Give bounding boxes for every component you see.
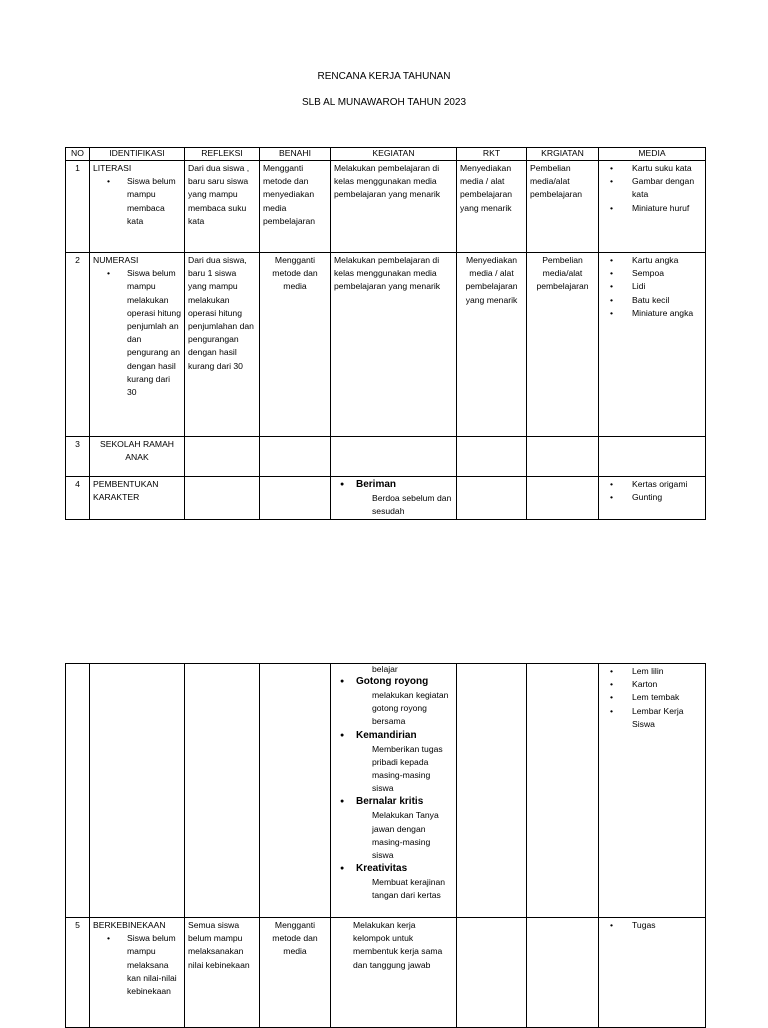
plan-table-continued (65, 663, 706, 1028)
media-item: • Gunting (606, 491, 702, 504)
row-benahi: Mengganti metode dan media (260, 918, 331, 1028)
kegiatan-heading: ● Kreativitas (334, 862, 453, 876)
row-krgiatan: Pembelian media/alat pembelajaran (527, 161, 599, 253)
row-refleksi: Semua siswa belum mampu melaksanakan nilai kebinekaan (185, 918, 260, 1028)
media-item: • Lem tembak (606, 691, 702, 704)
col-header-no: NO (66, 148, 90, 161)
empty-cell (457, 918, 527, 1028)
row-kegiatan (331, 664, 457, 918)
empty-cell (260, 477, 331, 520)
row-identifikasi (90, 918, 185, 1028)
row-kegiatan: Melakukan kerja kelompok untuk membentuk kerja sama dan tanggung jawab (331, 918, 457, 1028)
empty-cell (185, 664, 260, 918)
media-item: • Lem lilin (606, 665, 702, 678)
row-refleksi: Dari dua siswa, baru 1 siswa yang mampu melakukan operasi hitung penjumlahan dan pengurangan dengan hasil kurang dari 30 (185, 253, 260, 437)
table-row (66, 437, 706, 477)
table-row (66, 918, 706, 1028)
row-media (599, 477, 706, 520)
media-item: • Batu kecil (606, 294, 702, 307)
empty-cell (527, 477, 599, 520)
table-row (66, 161, 706, 253)
media-item: • Gambar dengan kata (606, 175, 702, 201)
col-header-krgiatan: KRGIATAN (527, 148, 599, 161)
kegiatan-description: Melakukan Tanya jawan dengan masing-masing siswa (372, 810, 439, 861)
empty-cell (527, 437, 599, 477)
plan-table (65, 147, 706, 520)
row-no: 1 (66, 161, 90, 253)
media-item: • Lidi (606, 280, 702, 293)
kegiatan-heading: ● Beriman (334, 478, 453, 492)
media-item: • Kartu suku kata (606, 162, 702, 175)
row-identifikasi: PEMBENTUKAN KARAKTER (90, 477, 185, 520)
row-krgiatan: Pembelian media/alat pembelajaran (527, 253, 599, 437)
empty-cell (90, 664, 185, 918)
empty-cell (66, 664, 90, 918)
empty-cell (527, 664, 599, 918)
document-title: RENCANA KERJA TAHUNAN (317, 71, 451, 82)
col-header-media: MEDIA (599, 148, 706, 161)
kegiatan-description: belajar (372, 664, 398, 674)
identifikasi-label: BERKEBINEKAAN (93, 920, 166, 930)
media-item: • Kertas origami (606, 478, 702, 491)
row-kegiatan: Melakukan pembelajaran di kelas menggunakan media pembelajaran yang menarik (331, 253, 457, 437)
col-header-kegiatan: KEGIATAN (331, 148, 457, 161)
table-row (66, 253, 706, 437)
col-header-identifikasi: IDENTIFIKASI (90, 148, 185, 161)
empty-cell (457, 664, 527, 918)
table-row-continued (66, 664, 706, 918)
table-row (66, 477, 706, 520)
empty-cell (185, 437, 260, 477)
row-media (599, 918, 706, 1028)
row-no: 2 (66, 253, 90, 437)
kegiatan-heading: ● Bernalar kritis (334, 795, 453, 809)
row-rkt: Menyediakan media / alat pembelajaran yang menarik (457, 253, 527, 437)
row-no: 3 (66, 437, 90, 477)
media-item: • Miniature angka (606, 307, 702, 320)
row-kegiatan: Melakukan pembelajaran di kelas menggunakan media pembelajaran yang menarik (331, 161, 457, 253)
row-media (599, 253, 706, 437)
identifikasi-label: NUMERASI (93, 255, 139, 265)
empty-cell (527, 918, 599, 1028)
row-media (599, 664, 706, 918)
kegiatan-description: melakukan kegiatan gotong royong bersama (372, 690, 449, 727)
identifikasi-sub-item: • Siswa belum mampu membaca kata (107, 175, 181, 228)
empty-cell (185, 477, 260, 520)
row-rkt: Menyediakan media / alat pembelajaran yang menarik (457, 161, 527, 253)
kegiatan-description: Membuat kerajinan tangan dari kertas (372, 877, 446, 901)
document-subtitle: SLB AL MUNAWAROH TAHUN 2023 (301, 97, 467, 108)
media-item: • Sempoa (606, 267, 702, 280)
media-item: • Lembar Kerja Siswa (606, 705, 702, 731)
media-item: • Tugas (606, 919, 702, 932)
empty-cell (599, 437, 706, 477)
empty-cell (331, 437, 457, 477)
col-header-benahi: BENAHI (260, 148, 331, 161)
row-no: 4 (66, 477, 90, 520)
identifikasi-label: LITERASI (93, 163, 132, 173)
row-identifikasi (90, 161, 185, 253)
row-media (599, 161, 706, 253)
kegiatan-description: Memberikan tugas pribadi kepada masing-masing siswa (372, 743, 443, 794)
col-header-refleksi: REFLEKSI (185, 148, 260, 161)
kegiatan-description: Berdoa sebelum dan sesudah (372, 493, 452, 517)
row-kegiatan (331, 477, 457, 520)
kegiatan-heading: ● Gotong royong (334, 675, 453, 689)
empty-cell (260, 664, 331, 918)
table-header-row (66, 148, 706, 161)
kegiatan-heading: ● Kemandirian (334, 729, 453, 743)
media-item: • Kartu angka (606, 254, 702, 267)
row-benahi: Mengganti metode dan media (260, 253, 331, 437)
empty-cell (260, 437, 331, 477)
row-no: 5 (66, 918, 90, 1028)
media-item: • Karton (606, 678, 702, 691)
empty-cell (457, 437, 527, 477)
row-identifikasi (90, 253, 185, 437)
row-identifikasi: SEKOLAH RAMAH ANAK (90, 437, 185, 477)
empty-cell (457, 477, 527, 520)
col-header-rkt: RKT (457, 148, 527, 161)
row-benahi: Mengganti metode dan menyediakan media pembelajaran (260, 161, 331, 253)
identifikasi-sub-item: • Siswa belum mampu melaksana kan nilai-nilai kebinekaan (107, 932, 181, 998)
media-item: • Miniature huruf (606, 202, 702, 215)
identifikasi-sub-item: • Siswa belum mampu melakukan operasi hitung penjumlah an dan pengurang an dengan hasil kurang dari 30 (107, 267, 181, 399)
row-refleksi: Dari dua siswa , baru saru siswa yang mampu membaca suku kata (185, 161, 260, 253)
